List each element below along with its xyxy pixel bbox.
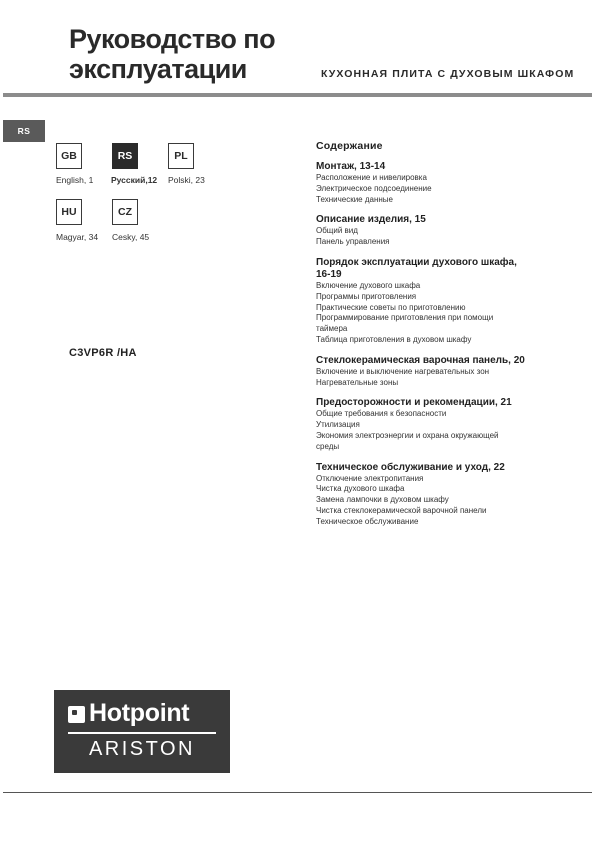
language-caption: Русский,12 bbox=[111, 175, 158, 185]
toc-entry[interactable]: Отключение электропитания bbox=[316, 473, 424, 483]
language-caption: Polski, 23 bbox=[168, 175, 205, 185]
toc-entry[interactable]: Включение духового шкафа bbox=[316, 280, 421, 290]
toc-entry[interactable]: Практические советы по приготовлению bbox=[316, 302, 466, 312]
language-caption: English, 1 bbox=[56, 175, 94, 185]
toc-section-oven-operation bbox=[316, 257, 576, 346]
language-code-box[interactable]: PL bbox=[168, 143, 194, 169]
toc-section-title[interactable]: Монтаж, 13-14 bbox=[316, 161, 386, 172]
toc-entry[interactable]: Расположение и нивелировка bbox=[316, 173, 427, 182]
toc-entry[interactable]: Таблица приготовления в духовом шкафу bbox=[316, 334, 472, 344]
toc-section-maintenance bbox=[316, 462, 576, 528]
product-subtitle: КУХОННАЯ ПЛИТА С ДУХОВЫМ ШКАФОМ bbox=[321, 68, 575, 80]
toc-entry[interactable]: Утилизация bbox=[316, 420, 360, 430]
toc-section-title[interactable]: Предосторожности и рекомендации, 21 bbox=[316, 397, 512, 409]
toc-entry[interactable]: Чистка стеклокерамической варочной панели bbox=[316, 505, 487, 515]
title-line-1: Руководство по bbox=[69, 24, 276, 54]
toc-entry[interactable]: Программы приготовления bbox=[316, 291, 417, 301]
page-title bbox=[69, 24, 275, 84]
language-code-box[interactable]: GB bbox=[56, 143, 82, 169]
toc-entry[interactable]: Панель управления bbox=[316, 237, 390, 247]
toc-section-title[interactable]: Стеклокерамическая варочная панель, 20 bbox=[316, 354, 525, 366]
language-code-box-active[interactable]: RS bbox=[112, 143, 138, 169]
toc-entry[interactable]: Общий вид bbox=[316, 226, 358, 236]
title-line-2: эксплуатации bbox=[69, 54, 247, 84]
logo-brand-name: Hotpoint bbox=[89, 699, 190, 727]
logo-sub-brand: ARISTON bbox=[88, 738, 196, 760]
model-number: C3VP6R /HA bbox=[69, 347, 137, 359]
footer-divider bbox=[3, 792, 592, 793]
toc-entry[interactable]: Техническое обслуживание bbox=[316, 516, 419, 526]
toc-entry[interactable]: Экономия электроэнергии и охрана окружающей bbox=[316, 430, 499, 440]
header-divider bbox=[3, 93, 592, 97]
brand-logo bbox=[54, 690, 230, 773]
language-caption: Cesky, 45 bbox=[112, 232, 150, 242]
logo-divider bbox=[68, 732, 216, 734]
language-code-box[interactable]: HU bbox=[56, 199, 82, 225]
toc-section-installation bbox=[316, 161, 576, 205]
toc-section-title[interactable]: Порядок эксплуатации духового шкафа, bbox=[316, 256, 517, 268]
toc-entry[interactable]: среды bbox=[316, 441, 340, 451]
toc-entry[interactable]: Технические данные bbox=[316, 194, 394, 204]
language-side-tab: RS bbox=[3, 120, 45, 142]
toc-section-title-cont[interactable]: 16-19 bbox=[316, 268, 342, 280]
table-of-contents bbox=[316, 140, 576, 537]
toc-entry[interactable]: Общие требования к безопасности bbox=[316, 409, 447, 419]
language-code-box[interactable]: CZ bbox=[112, 199, 138, 225]
toc-entry[interactable]: Программирование приготовления при помощи bbox=[316, 313, 494, 323]
toc-entry[interactable]: Замена лампочки в духовом шкафу bbox=[316, 495, 449, 505]
toc-heading: Содержание bbox=[316, 140, 383, 152]
toc-section-precautions bbox=[316, 397, 576, 452]
toc-section-description bbox=[316, 214, 576, 248]
toc-entry[interactable]: Включение и выключение нагревательных зон bbox=[316, 366, 490, 376]
language-caption: Magyar, 34 bbox=[56, 232, 99, 242]
toc-section-title[interactable]: Техническое обслуживание и уход, 22 bbox=[316, 461, 505, 473]
toc-entry[interactable]: таймера bbox=[316, 324, 348, 334]
logo-square-icon bbox=[68, 706, 85, 723]
toc-entry[interactable]: Чистка духового шкафа bbox=[316, 484, 405, 494]
toc-section-hob bbox=[316, 355, 576, 389]
toc-section-title[interactable]: Описание изделия, 15 bbox=[316, 214, 426, 226]
toc-entry[interactable]: Электрическое подсоединение bbox=[316, 183, 432, 193]
toc-entry[interactable]: Нагревательные зоны bbox=[316, 377, 399, 387]
